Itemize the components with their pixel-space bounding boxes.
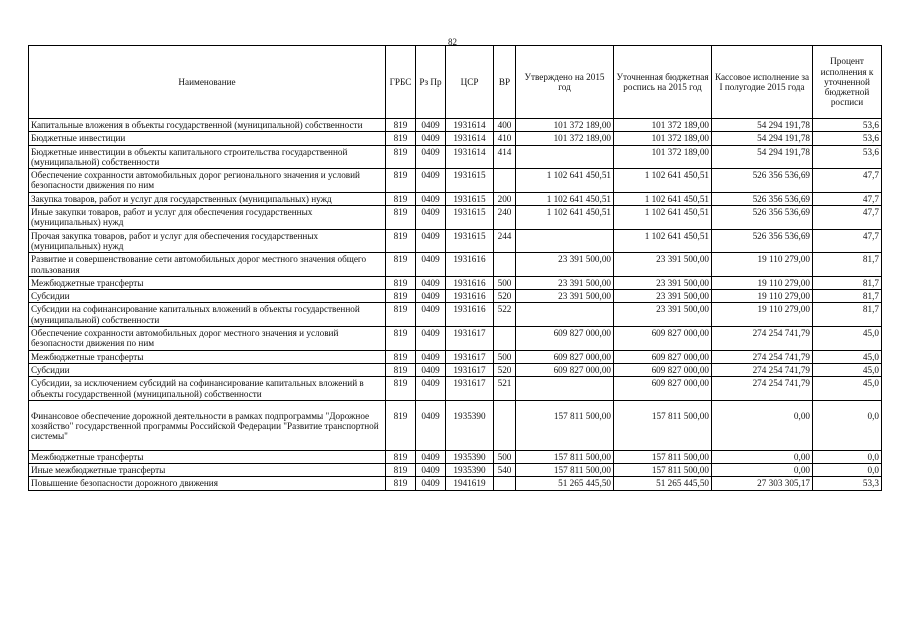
cell-percent: 47,7 [813, 229, 882, 253]
cell-name: Иные закупки товаров, работ и услуг для обеспечения государственных (муниципальных) нужд [29, 206, 386, 230]
table-row [29, 464, 882, 477]
cell-name: Повышение безопасности дорожного движения [29, 477, 386, 490]
cell-csr: 1931615 [446, 229, 494, 253]
cell-refined: 1 102 641 450,51 [614, 229, 712, 253]
budget-table [28, 45, 882, 491]
cell-rzpr: 0409 [416, 363, 446, 376]
header-percent: Процент исполнения к уточненной бюджетной росписи [813, 46, 882, 119]
cell-refined: 23 391 500,00 [614, 303, 712, 327]
cell-grbs: 819 [386, 303, 416, 327]
table-row [29, 206, 882, 230]
cell-approved [516, 377, 614, 401]
cell-percent: 0,0 [813, 450, 882, 463]
cell-cash: 19 110 279,00 [712, 276, 813, 289]
cell-rzpr: 0409 [416, 400, 446, 450]
cell-cash: 19 110 279,00 [712, 303, 813, 327]
header-rzpr: Рз Пр [416, 46, 446, 119]
cell-cash: 526 356 536,69 [712, 206, 813, 230]
cell-cash: 0,00 [712, 464, 813, 477]
cell-refined: 23 391 500,00 [614, 290, 712, 303]
cell-percent: 45,0 [813, 363, 882, 376]
cell-refined: 101 372 189,00 [614, 132, 712, 145]
cell-vr [494, 477, 516, 490]
table-row [29, 363, 882, 376]
cell-csr: 1931614 [446, 145, 494, 169]
cell-name: Обеспечение сохранности автомобильных дорог регионального значения и условий безопасности движения по ним [29, 169, 386, 193]
table-body [29, 119, 882, 491]
table-row [29, 303, 882, 327]
cell-rzpr: 0409 [416, 206, 446, 230]
cell-percent: 47,7 [813, 206, 882, 230]
cell-cash: 19 110 279,00 [712, 290, 813, 303]
cell-percent: 81,7 [813, 290, 882, 303]
cell-cash: 54 294 191,78 [712, 145, 813, 169]
cell-refined: 157 811 500,00 [614, 450, 712, 463]
cell-refined: 1 102 641 450,51 [614, 169, 712, 193]
cell-rzpr: 0409 [416, 350, 446, 363]
cell-approved: 1 102 641 450,51 [516, 169, 614, 193]
cell-name: Обеспечение сохранности автомобильных дорог местного значения и условий безопасности движения по ним [29, 327, 386, 351]
cell-refined: 101 372 189,00 [614, 119, 712, 132]
cell-vr: 500 [494, 450, 516, 463]
cell-name: Развитие и совершенствование сети автомобильных дорог местного значения общего пользования [29, 253, 386, 277]
cell-approved: 609 827 000,00 [516, 363, 614, 376]
cell-rzpr: 0409 [416, 377, 446, 401]
cell-cash: 526 356 536,69 [712, 192, 813, 205]
cell-grbs: 819 [386, 464, 416, 477]
cell-vr [494, 169, 516, 193]
cell-csr: 1935390 [446, 450, 494, 463]
cell-csr: 1931616 [446, 303, 494, 327]
cell-approved [516, 145, 614, 169]
cell-cash: 274 254 741,79 [712, 377, 813, 401]
cell-approved: 23 391 500,00 [516, 290, 614, 303]
cell-csr: 1931617 [446, 363, 494, 376]
header-cash: Кассовое исполнение за I полугодие 2015 года [712, 46, 813, 119]
cell-name: Иные межбюджетные трансферты [29, 464, 386, 477]
cell-approved: 609 827 000,00 [516, 327, 614, 351]
cell-name: Бюджетные инвестиции в объекты капитального строительства государственной (муниципальной) собственности [29, 145, 386, 169]
cell-cash: 274 254 741,79 [712, 350, 813, 363]
header-csr: ЦСР [446, 46, 494, 119]
cell-rzpr: 0409 [416, 450, 446, 463]
cell-grbs: 819 [386, 400, 416, 450]
cell-rzpr: 0409 [416, 276, 446, 289]
cell-csr: 1931617 [446, 350, 494, 363]
cell-csr: 1931616 [446, 290, 494, 303]
cell-approved: 101 372 189,00 [516, 132, 614, 145]
cell-percent: 53,6 [813, 145, 882, 169]
cell-csr: 1931614 [446, 132, 494, 145]
cell-grbs: 819 [386, 119, 416, 132]
cell-rzpr: 0409 [416, 229, 446, 253]
table-row [29, 290, 882, 303]
cell-percent: 81,7 [813, 303, 882, 327]
cell-name: Бюджетные инвестиции [29, 132, 386, 145]
table-row [29, 132, 882, 145]
cell-vr: 240 [494, 206, 516, 230]
cell-refined: 157 811 500,00 [614, 464, 712, 477]
cell-name: Финансовое обеспечение дорожной деятельности в рамках подпрограммы "Дорожное хозяйство" государственной программы Российской Федерации "Развитие транспортной системы" [29, 400, 386, 450]
cell-refined: 609 827 000,00 [614, 350, 712, 363]
cell-percent: 47,7 [813, 169, 882, 193]
cell-vr: 520 [494, 363, 516, 376]
cell-name: Субсидии [29, 363, 386, 376]
cell-vr: 540 [494, 464, 516, 477]
cell-cash: 0,00 [712, 450, 813, 463]
cell-percent: 81,7 [813, 253, 882, 277]
cell-grbs: 819 [386, 363, 416, 376]
cell-percent: 0,0 [813, 464, 882, 477]
cell-rzpr: 0409 [416, 169, 446, 193]
cell-grbs: 819 [386, 477, 416, 490]
header-vr: ВР [494, 46, 516, 119]
cell-csr: 1931615 [446, 169, 494, 193]
cell-approved: 23 391 500,00 [516, 276, 614, 289]
cell-grbs: 819 [386, 132, 416, 145]
cell-vr: 500 [494, 276, 516, 289]
table-row [29, 276, 882, 289]
cell-percent: 45,0 [813, 327, 882, 351]
cell-grbs: 819 [386, 169, 416, 193]
table-header [29, 46, 882, 119]
cell-grbs: 819 [386, 145, 416, 169]
cell-refined: 1 102 641 450,51 [614, 192, 712, 205]
cell-approved: 1 102 641 450,51 [516, 192, 614, 205]
cell-cash: 0,00 [712, 400, 813, 450]
cell-percent: 53,6 [813, 119, 882, 132]
cell-approved [516, 303, 614, 327]
cell-csr: 1931617 [446, 327, 494, 351]
cell-cash: 54 294 191,78 [712, 119, 813, 132]
cell-rzpr: 0409 [416, 192, 446, 205]
cell-name: Субсидии на софинансирование капитальных вложений в объекты государственной (муниципальной) собственности [29, 303, 386, 327]
cell-csr: 1935390 [446, 464, 494, 477]
cell-approved: 609 827 000,00 [516, 350, 614, 363]
cell-percent: 47,7 [813, 192, 882, 205]
cell-percent: 53,6 [813, 132, 882, 145]
cell-percent: 45,0 [813, 350, 882, 363]
cell-refined: 23 391 500,00 [614, 253, 712, 277]
cell-rzpr: 0409 [416, 119, 446, 132]
cell-refined: 51 265 445,50 [614, 477, 712, 490]
cell-name: Межбюджетные трансферты [29, 276, 386, 289]
cell-cash: 54 294 191,78 [712, 132, 813, 145]
cell-vr: 414 [494, 145, 516, 169]
cell-refined: 609 827 000,00 [614, 377, 712, 401]
cell-vr: 200 [494, 192, 516, 205]
cell-refined: 609 827 000,00 [614, 363, 712, 376]
cell-rzpr: 0409 [416, 303, 446, 327]
cell-vr: 410 [494, 132, 516, 145]
table-row [29, 253, 882, 277]
cell-rzpr: 0409 [416, 464, 446, 477]
header-refined: Уточненная бюджетная роспись на 2015 год [614, 46, 712, 119]
cell-csr: 1931616 [446, 276, 494, 289]
cell-refined: 101 372 189,00 [614, 145, 712, 169]
cell-vr: 521 [494, 377, 516, 401]
header-grbs: ГРБС [386, 46, 416, 119]
cell-csr: 1935390 [446, 400, 494, 450]
table-row [29, 327, 882, 351]
table-row [29, 192, 882, 205]
cell-approved: 157 811 500,00 [516, 400, 614, 450]
cell-grbs: 819 [386, 253, 416, 277]
header-approved: Утверждено на 2015 год [516, 46, 614, 119]
cell-approved: 157 811 500,00 [516, 464, 614, 477]
cell-rzpr: 0409 [416, 290, 446, 303]
cell-grbs: 819 [386, 290, 416, 303]
cell-grbs: 819 [386, 206, 416, 230]
cell-name: Межбюджетные трансферты [29, 450, 386, 463]
cell-approved: 157 811 500,00 [516, 450, 614, 463]
cell-vr: 522 [494, 303, 516, 327]
cell-name: Закупка товаров, работ и услуг для государственных (муниципальных) нужд [29, 192, 386, 205]
cell-cash: 526 356 536,69 [712, 169, 813, 193]
cell-refined: 157 811 500,00 [614, 400, 712, 450]
cell-name: Межбюджетные трансферты [29, 350, 386, 363]
header-name: Наименование [29, 46, 386, 119]
cell-approved: 1 102 641 450,51 [516, 206, 614, 230]
cell-approved: 51 265 445,50 [516, 477, 614, 490]
cell-refined: 609 827 000,00 [614, 327, 712, 351]
cell-name: Капитальные вложения в объекты государственной (муниципальной) собственности [29, 119, 386, 132]
cell-percent: 0,0 [813, 400, 882, 450]
page-number: 82 [448, 37, 457, 47]
cell-vr: 500 [494, 350, 516, 363]
table-row [29, 377, 882, 401]
cell-percent: 53,3 [813, 477, 882, 490]
cell-refined: 1 102 641 450,51 [614, 206, 712, 230]
cell-vr [494, 400, 516, 450]
cell-rzpr: 0409 [416, 477, 446, 490]
cell-name: Субсидии [29, 290, 386, 303]
cell-cash: 19 110 279,00 [712, 253, 813, 277]
cell-grbs: 819 [386, 350, 416, 363]
cell-vr: 244 [494, 229, 516, 253]
cell-csr: 1931616 [446, 253, 494, 277]
table-row [29, 477, 882, 490]
table-row [29, 145, 882, 169]
cell-rzpr: 0409 [416, 253, 446, 277]
cell-vr: 520 [494, 290, 516, 303]
cell-cash: 27 303 305,17 [712, 477, 813, 490]
cell-csr: 1931617 [446, 377, 494, 401]
cell-grbs: 819 [386, 229, 416, 253]
table-row [29, 169, 882, 193]
cell-csr: 1931615 [446, 206, 494, 230]
cell-grbs: 819 [386, 327, 416, 351]
cell-rzpr: 0409 [416, 327, 446, 351]
cell-grbs: 819 [386, 450, 416, 463]
table-row [29, 350, 882, 363]
cell-csr: 1941619 [446, 477, 494, 490]
cell-csr: 1931615 [446, 192, 494, 205]
table-row [29, 400, 882, 450]
cell-cash: 526 356 536,69 [712, 229, 813, 253]
cell-grbs: 819 [386, 377, 416, 401]
cell-approved [516, 229, 614, 253]
cell-vr [494, 253, 516, 277]
cell-grbs: 819 [386, 192, 416, 205]
table-row [29, 229, 882, 253]
cell-grbs: 819 [386, 276, 416, 289]
cell-approved: 23 391 500,00 [516, 253, 614, 277]
cell-approved: 101 372 189,00 [516, 119, 614, 132]
table-row [29, 450, 882, 463]
cell-name: Субсидии, за исключением субсидий на софинансирование капитальных вложений в объекты государственной (муниципальной) собственности [29, 377, 386, 401]
cell-name: Прочая закупка товаров, работ и услуг для обеспечения государственных (муниципальных) нужд [29, 229, 386, 253]
cell-cash: 274 254 741,79 [712, 363, 813, 376]
table-row [29, 119, 882, 132]
cell-vr [494, 327, 516, 351]
cell-cash: 274 254 741,79 [712, 327, 813, 351]
cell-percent: 45,0 [813, 377, 882, 401]
cell-rzpr: 0409 [416, 132, 446, 145]
cell-refined: 23 391 500,00 [614, 276, 712, 289]
cell-percent: 81,7 [813, 276, 882, 289]
cell-rzpr: 0409 [416, 145, 446, 169]
cell-csr: 1931614 [446, 119, 494, 132]
cell-vr: 400 [494, 119, 516, 132]
